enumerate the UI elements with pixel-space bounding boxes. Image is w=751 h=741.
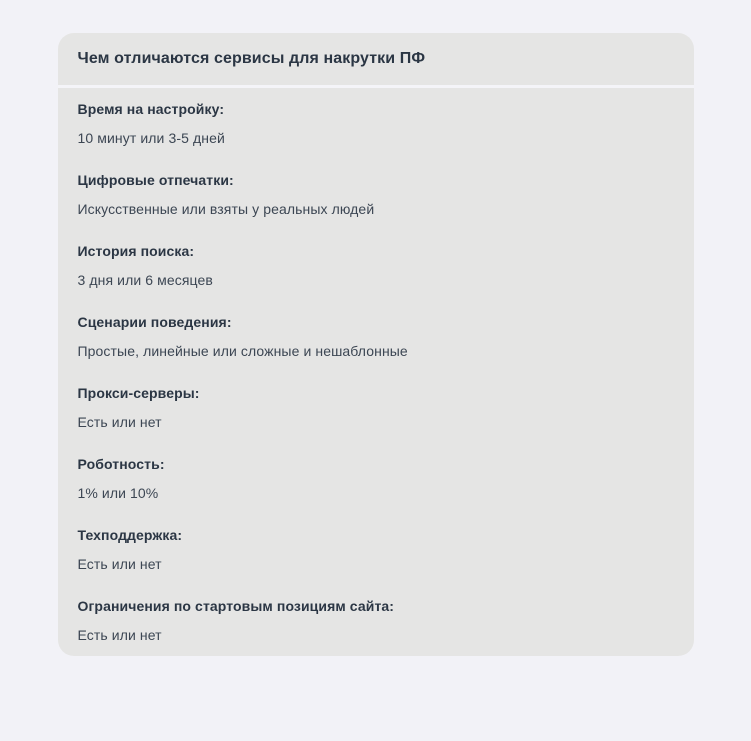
row-label: Техподдержка: [77, 527, 183, 543]
card-rows [58, 88, 694, 656]
row-value: Есть или нет [77, 414, 162, 430]
row-value: Простые, линейные или сложные и нешаблонные [77, 343, 408, 359]
row-value: 10 минут или 3-5 дней [77, 130, 225, 146]
row-value: 1% или 10% [77, 485, 159, 501]
comparison-card [58, 33, 694, 656]
row-value: Есть или нет [77, 556, 162, 572]
table-row [58, 514, 694, 585]
table-row [58, 585, 694, 656]
row-value: Есть или нет [77, 627, 162, 643]
row-label: Прокси-серверы: [77, 385, 200, 401]
row-value: 3 дня или 6 месяцев [77, 272, 213, 288]
table-row [58, 88, 694, 159]
table-row [58, 443, 694, 514]
card-header [58, 33, 694, 85]
table-row [58, 372, 694, 443]
table-row [58, 301, 694, 372]
row-label: Цифровые отпечатки: [77, 172, 234, 188]
row-label: Роботность: [77, 456, 165, 472]
row-label: История поиска: [77, 243, 195, 259]
row-label: Время на настройку: [77, 101, 225, 117]
table-row [58, 159, 694, 230]
card-title: Чем отличаются сервисы для накрутки ПФ [77, 50, 426, 67]
row-label: Ограничения по стартовым позициям сайта: [77, 598, 395, 614]
row-label: Сценарии поведения: [77, 314, 232, 330]
row-value: Искусственные или взяты у реальных людей [77, 201, 375, 217]
table-row [58, 230, 694, 301]
